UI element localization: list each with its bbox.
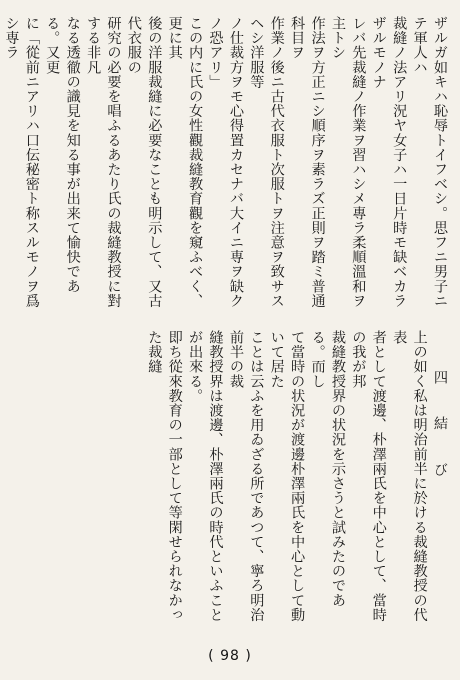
text-line: 作法ヲ方正ニシ順序ヲ素ラズ正則ヲ踏ミ普通科目ヲ	[289, 16, 326, 308]
text-line: 者として渡邊、朴澤兩氏を中心として、當時の我が邦	[350, 330, 387, 622]
text-line: 裁縫教授界の状況を示さうと試みたのである。而し	[309, 330, 346, 608]
text-line	[0, 16, 1, 321]
text-line: 即ち從來教育の一部として等閑せられなかった裁縫	[146, 330, 183, 622]
text-line: 作業ノ後ニ古代衣服ト次服トヲ注意ヲ致サスヘシ洋服等	[248, 16, 285, 308]
text-line: この内に氏の女性觀裁縫教育觀を窺ふべく、更に其	[166, 16, 204, 308]
text-line: ことは云ふを用ゐざる所であつて、寧ろ明治前半の裁	[227, 330, 265, 622]
page-number: ( 98 )	[208, 648, 252, 664]
lower-text-block	[8, 330, 450, 622]
text-line: 後の洋服裁縫に必要なことも明示して、又古代衣服の	[125, 16, 163, 308]
text-line: なる透徹の識見を知る事が出来て愉快である。又更	[44, 16, 81, 294]
text-line: 研究の必要を唱ふるあたり氏の裁縫教授に對する非凡	[85, 16, 122, 308]
text-line: に「從前ニアリハ口伝秘密ト称スルモノヲ爲シ専ラ	[3, 16, 40, 308]
text-line: ノ仕裁方ヲモ心得置カセナバ大イニ専ヲ缺クノ恐アリ」	[207, 16, 244, 308]
text-line: ザルガ如キハ恥辱トイフベシ。思フニ男子ニテ軍人ハ	[411, 16, 448, 308]
text-line: 上の如く私は明治前半に於ける裁縫教授の代表	[391, 330, 428, 622]
text-line: 縫教授界は渡邊、朴澤兩氏の時代といふことが出來る。	[187, 330, 224, 622]
right-quoted-paragraph	[0, 16, 450, 321]
text-line: て當時の状況が渡邊朴澤兩氏を中心として動いて居た	[268, 330, 306, 622]
conclusion-paragraph	[144, 330, 430, 622]
section-heading: 四 結 び	[432, 370, 448, 485]
text-line: レバ先裁縫ノ作業ヲ習ハシメ專ラ柔順溫和ヲ主トシ	[329, 16, 367, 308]
text-line: 裁縫ノ法アリ況ヤ女子ハ一日片時モ缺ベカラザルモノナ	[370, 16, 408, 308]
upper-text-block	[3, 16, 450, 321]
